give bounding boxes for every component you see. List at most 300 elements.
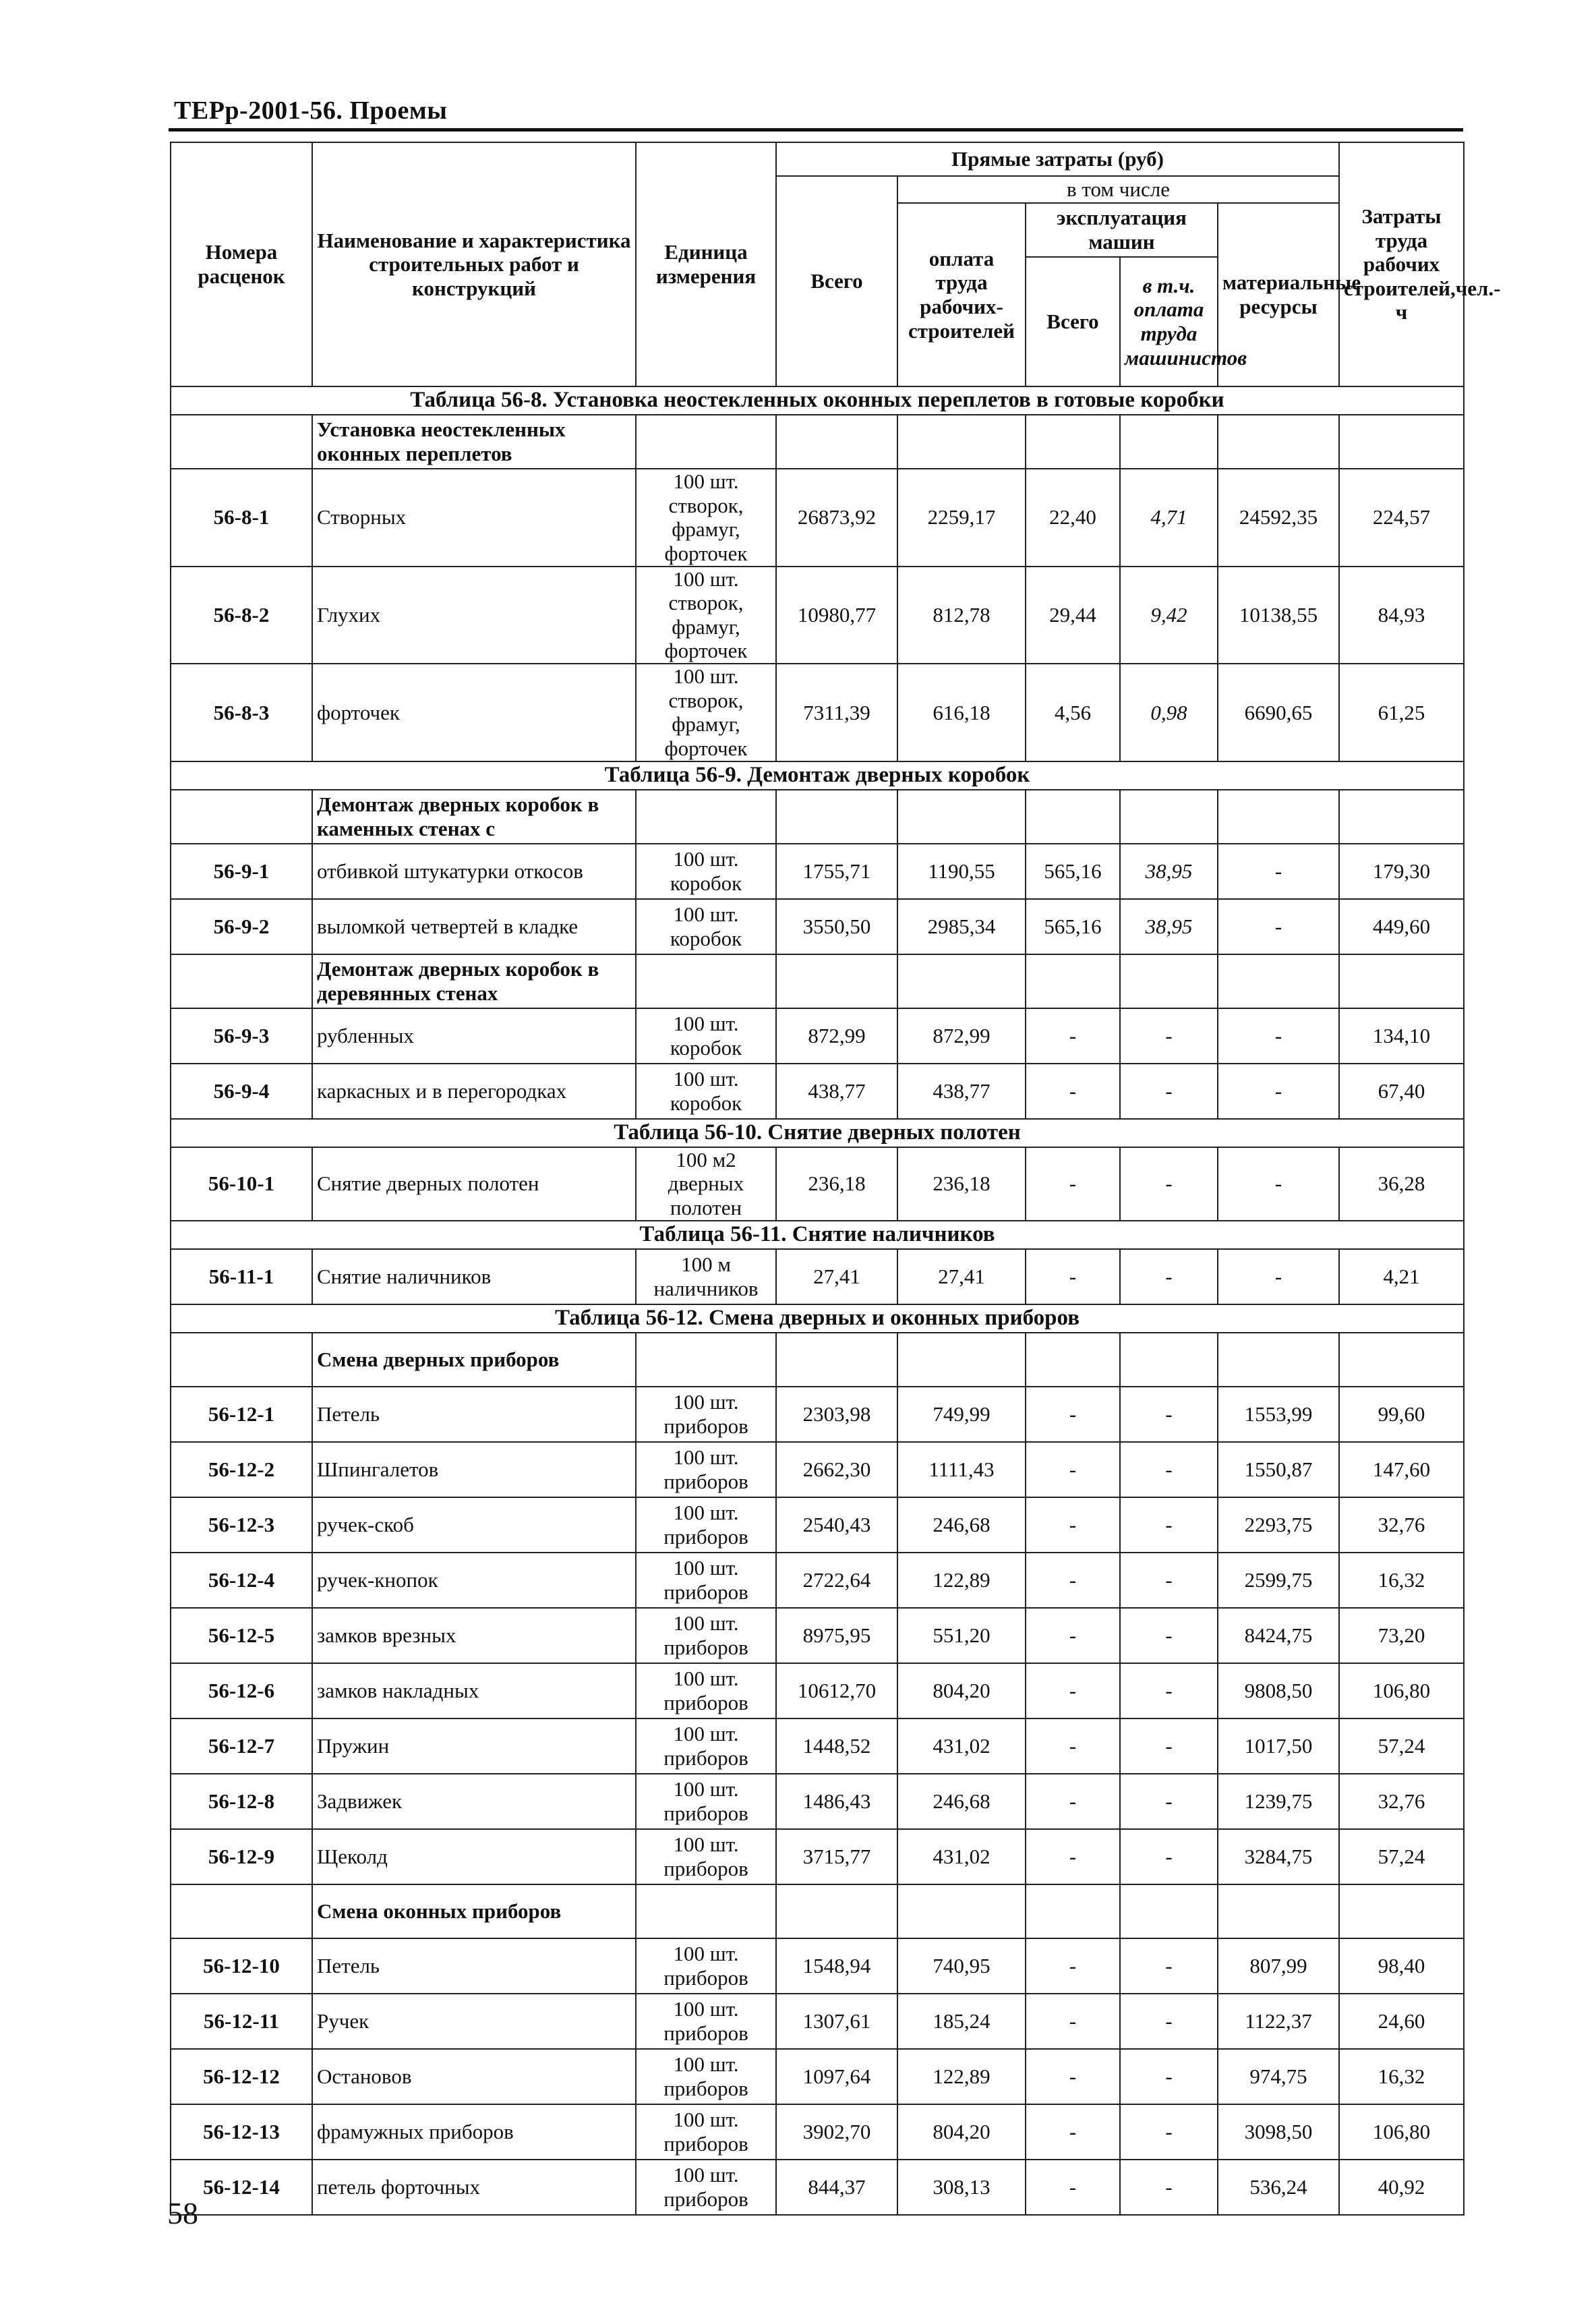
labor-cost: 449,60 — [1339, 899, 1464, 954]
machine-cost: - — [1026, 1553, 1120, 1608]
table-section-title — [171, 1304, 1464, 1333]
worker-pay: 1111,43 — [897, 1442, 1026, 1497]
page-number: 58 — [167, 2196, 198, 2230]
header-direct-costs: Прямые затраты (руб) — [776, 142, 1339, 176]
materials-cost: 9808,50 — [1218, 1663, 1339, 1718]
labor-cost: 32,76 — [1339, 1497, 1464, 1553]
machine-worker-pay: 9,42 — [1120, 567, 1218, 664]
rate-code: 56-12-1 — [171, 1387, 312, 1442]
empty-cell — [1120, 790, 1218, 844]
labor-cost: 61,25 — [1339, 664, 1464, 761]
unit-cell: 100 шт. приборов — [636, 1994, 776, 2049]
worker-pay: 749,99 — [897, 1387, 1026, 1442]
table-row — [171, 2049, 1464, 2104]
unit-cell: 100 шт. приборов — [636, 1938, 776, 1994]
table-row — [171, 1064, 1464, 1119]
header-unit: Единица измерения — [636, 142, 776, 386]
empty-cell — [776, 1333, 897, 1387]
unit-cell: 100 шт. коробок — [636, 1008, 776, 1064]
empty-cell — [1339, 1333, 1464, 1387]
materials-cost: - — [1218, 1147, 1339, 1221]
materials-cost: 8424,75 — [1218, 1608, 1339, 1663]
labor-cost: 106,80 — [1339, 1663, 1464, 1718]
materials-cost: - — [1218, 899, 1339, 954]
header-code: Номера расценок — [171, 142, 312, 386]
empty-cell — [1026, 790, 1120, 844]
materials-cost: 536,24 — [1218, 2160, 1339, 2215]
labor-cost: 134,10 — [1339, 1008, 1464, 1064]
group-name: Смена оконных приборов — [312, 1884, 636, 1938]
materials-cost: 2599,75 — [1218, 1553, 1339, 1608]
labor-cost: 24,60 — [1339, 1994, 1464, 2049]
table-row — [171, 2160, 1464, 2215]
worker-pay: 431,02 — [897, 1829, 1026, 1884]
worker-pay: 551,20 — [897, 1608, 1026, 1663]
empty-cell — [1339, 415, 1464, 469]
table-row — [171, 2104, 1464, 2160]
empty-cell — [1218, 954, 1339, 1008]
page-header — [169, 89, 1463, 132]
machine-worker-pay: - — [1120, 1774, 1218, 1829]
rate-code: 56-12-6 — [171, 1663, 312, 1718]
materials-cost: 1017,50 — [1218, 1718, 1339, 1774]
table-body — [171, 386, 1464, 2215]
rate-code: 56-9-3 — [171, 1008, 312, 1064]
empty-cell — [1120, 415, 1218, 469]
empty-cell — [1218, 1333, 1339, 1387]
table-row — [171, 1608, 1464, 1663]
rate-code: 56-8-1 — [171, 469, 312, 567]
unit-cell: 100 шт. приборов — [636, 2160, 776, 2215]
machine-worker-pay: - — [1120, 1387, 1218, 1442]
unit-cell: 100 шт. коробок — [636, 844, 776, 899]
total-cost: 872,99 — [776, 1008, 897, 1064]
table-row — [171, 1442, 1464, 1497]
work-name: ручек-скоб — [312, 1497, 636, 1553]
unit-cell: 100 шт. приборов — [636, 1497, 776, 1553]
total-cost: 236,18 — [776, 1147, 897, 1221]
table-row — [171, 1718, 1464, 1774]
labor-cost: 36,28 — [1339, 1147, 1464, 1221]
labor-cost: 16,32 — [1339, 1553, 1464, 1608]
code-cell — [171, 1333, 312, 1387]
work-name: рубленных — [312, 1008, 636, 1064]
machine-worker-pay: 38,95 — [1120, 844, 1218, 899]
empty-cell — [1026, 415, 1120, 469]
section-title: Таблица 56-9. Демонтаж дверных коробок — [171, 761, 1464, 790]
rate-code: 56-9-2 — [171, 899, 312, 954]
total-cost: 1097,64 — [776, 2049, 897, 2104]
machine-cost: - — [1026, 1718, 1120, 1774]
table-section-title — [171, 761, 1464, 790]
rate-code: 56-12-3 — [171, 1497, 312, 1553]
header-labor: Затраты труда рабочих строителей,чел.-ч — [1339, 142, 1464, 386]
rate-code: 56-12-12 — [171, 2049, 312, 2104]
total-cost: 2662,30 — [776, 1442, 897, 1497]
labor-cost: 98,40 — [1339, 1938, 1464, 1994]
code-cell — [171, 790, 312, 844]
machine-cost: - — [1026, 1442, 1120, 1497]
machine-cost: 565,16 — [1026, 899, 1120, 954]
rate-code: 56-12-9 — [171, 1829, 312, 1884]
total-cost: 3902,70 — [776, 2104, 897, 2160]
empty-cell — [897, 790, 1026, 844]
unit-cell: 100 шт. створок, фрамуг, форточек — [636, 567, 776, 664]
machine-cost: - — [1026, 1008, 1120, 1064]
total-cost: 10612,70 — [776, 1663, 897, 1718]
materials-cost: - — [1218, 844, 1339, 899]
rate-code: 56-10-1 — [171, 1147, 312, 1221]
group-name: Смена дверных приборов — [312, 1333, 636, 1387]
labor-cost: 4,21 — [1339, 1249, 1464, 1304]
materials-cost: 2293,75 — [1218, 1497, 1339, 1553]
labor-cost: 73,20 — [1339, 1608, 1464, 1663]
empty-cell — [1339, 1884, 1464, 1938]
rate-code: 56-8-3 — [171, 664, 312, 761]
unit-cell: 100 шт. приборов — [636, 1442, 776, 1497]
total-cost: 1448,52 — [776, 1718, 897, 1774]
table-row — [171, 567, 1464, 664]
worker-pay: 2985,34 — [897, 899, 1026, 954]
work-name: замков врезных — [312, 1608, 636, 1663]
empty-cell — [776, 954, 897, 1008]
total-cost: 7311,39 — [776, 664, 897, 761]
total-cost: 27,41 — [776, 1249, 897, 1304]
group-row — [171, 1884, 1464, 1938]
machine-worker-pay: - — [1120, 1064, 1218, 1119]
worker-pay: 740,95 — [897, 1938, 1026, 1994]
labor-cost: 179,30 — [1339, 844, 1464, 899]
work-name: Снятие наличников — [312, 1249, 636, 1304]
machine-cost: 4,56 — [1026, 664, 1120, 761]
machine-cost: 29,44 — [1026, 567, 1120, 664]
materials-cost: 24592,35 — [1218, 469, 1339, 567]
table-row — [171, 1249, 1464, 1304]
worker-pay: 438,77 — [897, 1064, 1026, 1119]
header-including: в том числе — [897, 176, 1339, 203]
unit-cell: 100 шт. створок, фрамуг, форточек — [636, 469, 776, 567]
table-row — [171, 664, 1464, 761]
section-title: Таблица 56-12. Смена дверных и оконных приборов — [171, 1304, 1464, 1333]
rate-code: 56-12-2 — [171, 1442, 312, 1497]
materials-cost: 1550,87 — [1218, 1442, 1339, 1497]
total-cost: 2303,98 — [776, 1387, 897, 1442]
labor-cost: 147,60 — [1339, 1442, 1464, 1497]
machine-cost: - — [1026, 1829, 1120, 1884]
unit-cell: 100 шт. приборов — [636, 1774, 776, 1829]
machine-cost: - — [1026, 1663, 1120, 1718]
section-title: Таблица 56-8. Установка неостекленных оконных переплетов в готовые коробки — [171, 386, 1464, 415]
table-row — [171, 1829, 1464, 1884]
rate-code: 56-8-2 — [171, 567, 312, 664]
group-name: Установка неостекленных оконных переплетов — [312, 415, 636, 469]
table-header — [171, 142, 1501, 386]
empty-cell — [1026, 1884, 1120, 1938]
machine-worker-pay: - — [1120, 1442, 1218, 1497]
group-row — [171, 1333, 1464, 1387]
table-row — [171, 1994, 1464, 2049]
materials-cost: 807,99 — [1218, 1938, 1339, 1994]
machine-worker-pay: - — [1120, 1829, 1218, 1884]
empty-cell — [1339, 790, 1464, 844]
materials-cost: - — [1218, 1249, 1339, 1304]
materials-cost: 3098,50 — [1218, 2104, 1339, 2160]
worker-pay: 804,20 — [897, 2104, 1026, 2160]
table-row — [171, 899, 1464, 954]
empty-cell — [636, 1884, 776, 1938]
machine-cost: - — [1026, 1064, 1120, 1119]
labor-cost: 67,40 — [1339, 1064, 1464, 1119]
empty-cell — [1218, 790, 1339, 844]
table-row — [171, 844, 1464, 899]
labor-cost: 32,76 — [1339, 1774, 1464, 1829]
worker-pay: 812,78 — [897, 567, 1026, 664]
materials-cost: 6690,65 — [1218, 664, 1339, 761]
work-name: фрамужных приборов — [312, 2104, 636, 2160]
unit-cell: 100 шт. коробок — [636, 899, 776, 954]
work-name: Петель — [312, 1938, 636, 1994]
empty-cell — [636, 1333, 776, 1387]
labor-cost: 99,60 — [1339, 1387, 1464, 1442]
code-cell — [171, 954, 312, 1008]
work-name: Пружин — [312, 1718, 636, 1774]
machine-worker-pay: - — [1120, 2049, 1218, 2104]
machine-cost: - — [1026, 2049, 1120, 2104]
work-name: Щеколд — [312, 1829, 636, 1884]
empty-cell — [1120, 1884, 1218, 1938]
machine-worker-pay: - — [1120, 1497, 1218, 1553]
machine-cost: 22,40 — [1026, 469, 1120, 567]
empty-cell — [776, 790, 897, 844]
total-cost: 1486,43 — [776, 1774, 897, 1829]
rate-code: 56-9-1 — [171, 844, 312, 899]
unit-cell: 100 шт. приборов — [636, 1663, 776, 1718]
materials-cost: 974,75 — [1218, 2049, 1339, 2104]
group-row — [171, 954, 1464, 1008]
work-name: петель форточных — [312, 2160, 636, 2215]
unit-cell: 100 шт. приборов — [636, 1718, 776, 1774]
worker-pay: 308,13 — [897, 2160, 1026, 2215]
worker-pay: 122,89 — [897, 1553, 1026, 1608]
group-name: Демонтаж дверных коробок в деревянных стенах — [312, 954, 636, 1008]
machine-worker-pay: - — [1120, 1938, 1218, 1994]
unit-cell: 100 шт. створок, фрамуг, форточек — [636, 664, 776, 761]
header-machine-total: Всего — [1026, 257, 1120, 386]
empty-cell — [636, 415, 776, 469]
labor-cost: 57,24 — [1339, 1829, 1464, 1884]
materials-cost: 1553,99 — [1218, 1387, 1339, 1442]
materials-cost: 1122,37 — [1218, 1994, 1339, 2049]
code-cell — [171, 1884, 312, 1938]
machine-worker-pay: - — [1120, 1608, 1218, 1663]
total-cost: 26873,92 — [776, 469, 897, 567]
table-row — [171, 1774, 1464, 1829]
machine-worker-pay: - — [1120, 1249, 1218, 1304]
machine-worker-pay: - — [1120, 1553, 1218, 1608]
table-row — [171, 1008, 1464, 1064]
machine-cost: - — [1026, 1774, 1120, 1829]
section-title: Таблица 56-11. Снятие наличников — [171, 1221, 1464, 1249]
labor-cost: 224,57 — [1339, 469, 1464, 567]
unit-cell: 100 шт. коробок — [636, 1064, 776, 1119]
work-name: форточек — [312, 664, 636, 761]
header-worker-pay: оплата труда рабочих-строителей — [897, 203, 1026, 386]
materials-cost: - — [1218, 1064, 1339, 1119]
unit-cell: 100 шт. приборов — [636, 1829, 776, 1884]
rate-code: 56-12-4 — [171, 1553, 312, 1608]
machine-cost: 565,16 — [1026, 844, 1120, 899]
machine-worker-pay: 4,71 — [1120, 469, 1218, 567]
labor-cost: 84,93 — [1339, 567, 1464, 664]
worker-pay: 616,18 — [897, 664, 1026, 761]
machine-worker-pay: - — [1120, 2160, 1218, 2215]
header-name: Наименование и характеристика строительных работ и конструкций — [312, 142, 636, 386]
machine-cost: - — [1026, 1994, 1120, 2049]
total-cost: 8975,95 — [776, 1608, 897, 1663]
unit-cell: 100 м2 дверных полотен — [636, 1147, 776, 1221]
total-cost: 844,37 — [776, 2160, 897, 2215]
table-row — [171, 1663, 1464, 1718]
table-row — [171, 1387, 1464, 1442]
machine-cost: - — [1026, 1938, 1120, 1994]
rate-code: 56-12-14 — [171, 2160, 312, 2215]
machine-cost: - — [1026, 1387, 1120, 1442]
table-row — [171, 1553, 1464, 1608]
machine-worker-pay: - — [1120, 2104, 1218, 2160]
empty-cell — [1120, 1333, 1218, 1387]
page-header-title: ТЕРр-2001-56. Проемы — [174, 96, 448, 125]
machine-cost: - — [1026, 1608, 1120, 1663]
header-total: Всего — [776, 176, 897, 386]
work-name: Глухих — [312, 567, 636, 664]
machine-worker-pay: 0,98 — [1120, 664, 1218, 761]
header-materials: материальные ресурсы — [1218, 203, 1339, 386]
machine-worker-pay: - — [1120, 1147, 1218, 1221]
empty-cell — [897, 1333, 1026, 1387]
work-name: Задвижек — [312, 1774, 636, 1829]
table-row — [171, 1938, 1464, 1994]
worker-pay: 246,68 — [897, 1774, 1026, 1829]
machine-worker-pay: - — [1120, 1718, 1218, 1774]
rate-code: 56-12-5 — [171, 1608, 312, 1663]
rate-code: 56-12-13 — [171, 2104, 312, 2160]
labor-cost: 57,24 — [1339, 1718, 1464, 1774]
work-name: Шпингалетов — [312, 1442, 636, 1497]
materials-cost: - — [1218, 1008, 1339, 1064]
unit-cell: 100 шт. приборов — [636, 1608, 776, 1663]
unit-cell: 100 шт. приборов — [636, 1553, 776, 1608]
worker-pay: 1190,55 — [897, 844, 1026, 899]
work-name: отбивкой штукатурки откосов — [312, 844, 636, 899]
empty-cell — [636, 954, 776, 1008]
rate-code: 56-12-8 — [171, 1774, 312, 1829]
machine-worker-pay: 38,95 — [1120, 899, 1218, 954]
total-cost: 3715,77 — [776, 1829, 897, 1884]
empty-cell — [897, 415, 1026, 469]
table-section-title — [171, 386, 1464, 415]
worker-pay: 804,20 — [897, 1663, 1026, 1718]
materials-cost: 1239,75 — [1218, 1774, 1339, 1829]
unit-cell: 100 шт. приборов — [636, 2104, 776, 2160]
work-name: Створных — [312, 469, 636, 567]
total-cost: 3550,50 — [776, 899, 897, 954]
table-row — [171, 1147, 1464, 1221]
machine-worker-pay: - — [1120, 1663, 1218, 1718]
work-name: каркасных и в перегородках — [312, 1064, 636, 1119]
empty-cell — [1026, 954, 1120, 1008]
empty-cell — [776, 1884, 897, 1938]
table-section-title — [171, 1221, 1464, 1249]
unit-cell: 100 шт. приборов — [636, 1387, 776, 1442]
empty-cell — [1120, 954, 1218, 1008]
machine-cost: - — [1026, 2104, 1120, 2160]
worker-pay: 431,02 — [897, 1718, 1026, 1774]
group-name: Демонтаж дверных коробок в каменных стенах с — [312, 790, 636, 844]
rate-code: 56-11-1 — [171, 1249, 312, 1304]
table-section-title — [171, 1119, 1464, 1147]
work-name: Петель — [312, 1387, 636, 1442]
work-name: ручек-кнопок — [312, 1553, 636, 1608]
work-name: Ручек — [312, 1994, 636, 2049]
work-name: выломкой четвертей в кладке — [312, 899, 636, 954]
work-name: Остановов — [312, 2049, 636, 2104]
machine-worker-pay: - — [1120, 1994, 1218, 2049]
total-cost: 1548,94 — [776, 1938, 897, 1994]
machine-cost: - — [1026, 1497, 1120, 1553]
table-row — [171, 469, 1464, 567]
section-title: Таблица 56-10. Снятие дверных полотен — [171, 1119, 1464, 1147]
empty-cell — [897, 1884, 1026, 1938]
worker-pay: 2259,17 — [897, 469, 1026, 567]
machine-cost: - — [1026, 2160, 1120, 2215]
group-row — [171, 415, 1464, 469]
group-row — [171, 790, 1464, 844]
worker-pay: 236,18 — [897, 1147, 1026, 1221]
work-name: Снятие дверных полотен — [312, 1147, 636, 1221]
materials-cost: 3284,75 — [1218, 1829, 1339, 1884]
machine-cost: - — [1026, 1147, 1120, 1221]
total-cost: 438,77 — [776, 1064, 897, 1119]
total-cost: 2722,64 — [776, 1553, 897, 1608]
rate-code: 56-9-4 — [171, 1064, 312, 1119]
empty-cell — [897, 954, 1026, 1008]
empty-cell — [776, 415, 897, 469]
worker-pay: 122,89 — [897, 2049, 1026, 2104]
total-cost: 1307,61 — [776, 1994, 897, 2049]
header-machine-worker-pay: в т.ч. оплата труда машинистов — [1120, 257, 1218, 386]
total-cost: 10980,77 — [776, 567, 897, 664]
header-machine-operation: эксплуатация машин — [1026, 203, 1218, 257]
rate-code: 56-12-7 — [171, 1718, 312, 1774]
worker-pay: 872,99 — [897, 1008, 1026, 1064]
worker-pay: 27,41 — [897, 1249, 1026, 1304]
unit-cell: 100 шт. приборов — [636, 2049, 776, 2104]
machine-cost: - — [1026, 1249, 1120, 1304]
empty-cell — [1218, 415, 1339, 469]
rate-code: 56-12-11 — [171, 1994, 312, 2049]
empty-cell — [1026, 1333, 1120, 1387]
empty-cell — [636, 790, 776, 844]
price-table — [170, 142, 1501, 2216]
unit-cell: 100 м наличников — [636, 1249, 776, 1304]
work-name: замков накладных — [312, 1663, 636, 1718]
worker-pay: 185,24 — [897, 1994, 1026, 2049]
rate-code: 56-12-10 — [171, 1938, 312, 1994]
labor-cost: 40,92 — [1339, 2160, 1464, 2215]
machine-worker-pay: - — [1120, 1008, 1218, 1064]
empty-cell — [1218, 1884, 1339, 1938]
worker-pay: 246,68 — [897, 1497, 1026, 1553]
